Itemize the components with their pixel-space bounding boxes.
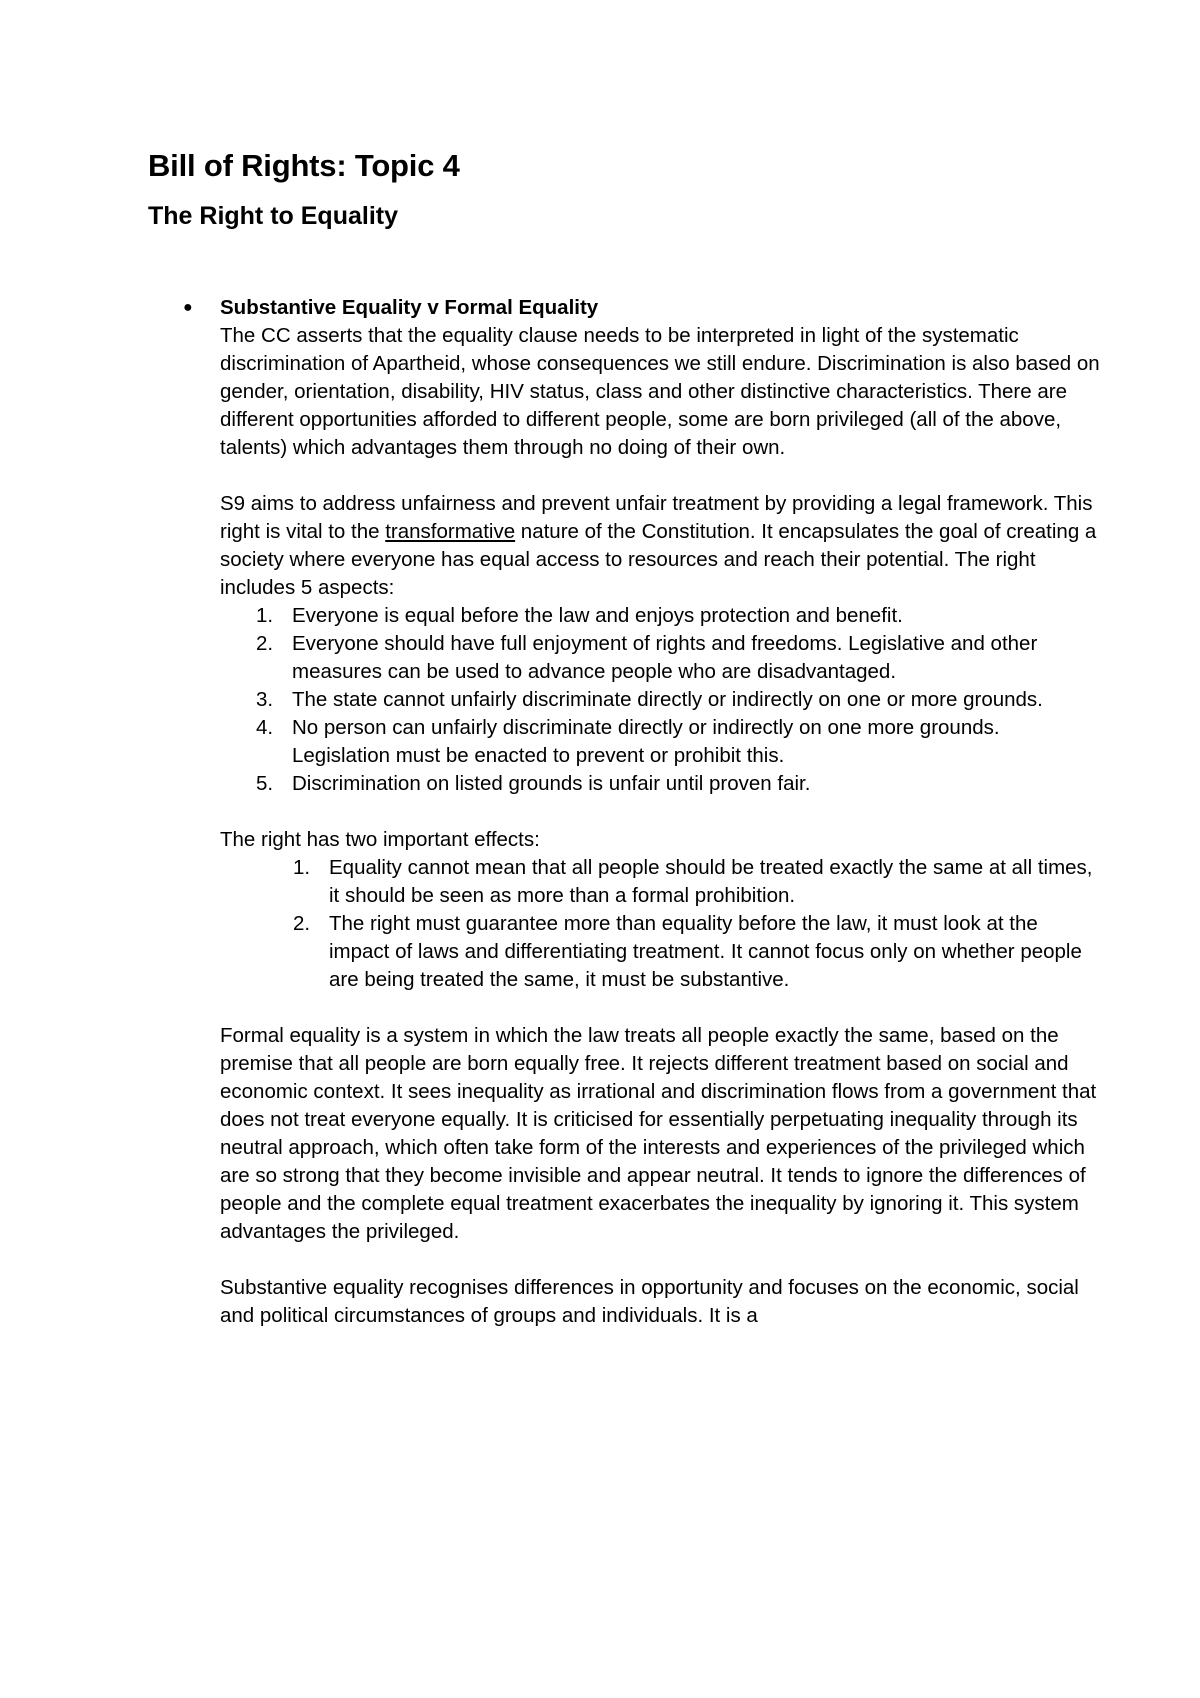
list-number: 3. — [256, 688, 274, 711]
list-item-text: Everyone should have full enjoyment of rights and freedoms. Legislative and other measures can be used to advance people who are disadvantaged. — [292, 632, 1038, 683]
list-number: 1. — [293, 856, 311, 879]
effects-list — [220, 854, 1100, 994]
list-item-text: The right must guarantee more than equality before the law, it must look at the impact of laws and differentiating treatment. It cannot focus only on whether people are being treated the same, it must be substantive. — [329, 912, 1082, 991]
list-item — [256, 714, 1100, 770]
list-item-text: Discrimination on listed grounds is unfair until proven fair. — [292, 772, 811, 795]
effects-intro: The right has two important effects: — [220, 828, 540, 851]
list-item-text: Equality cannot mean that all people should be treated exactly the same at all times, it should be seen as more than a formal prohibition. — [329, 856, 1093, 907]
document-title: Bill of Rights: Topic 4 — [148, 148, 460, 183]
list-item-text: Everyone is equal before the law and enjoys protection and benefit. — [292, 604, 903, 627]
paragraph-s9 — [220, 490, 1100, 602]
list-item-text: The state cannot unfairly discriminate directly or indirectly on one or more grounds. — [292, 688, 1043, 711]
list-number: 4. — [256, 716, 274, 739]
list-number: 2. — [256, 632, 274, 655]
list-item — [256, 630, 1100, 686]
bullet-icon: ● — [183, 299, 193, 316]
list-item — [256, 602, 1100, 630]
paragraph-cc-assertion: The CC asserts that the equality clause needs to be interpreted in light of the systematic discrimination of Apartheid, whose consequences we still endure. Discrimination is also based on gender, orientation, disability, HIV status, class and other distinctive characteristics. There are different opportunities afforded to different people, some are born privileged (all of the above, talents) which advantages them through no doing of their own. — [220, 324, 1100, 459]
list-item — [256, 770, 1100, 798]
list-item — [256, 686, 1100, 714]
paragraph-s9-before: S9 aims to address unfairness and prevent unfair treatment by providing a legal framework. This right is vital to the — [220, 492, 1093, 543]
paragraph-formal-equality: Formal equality is a system in which the law treats all people exactly the same, based on the premise that all people are born equally free. It rejects different treatment based on social and economic context. It sees inequality as irrational and discrimination flows from a government that does not treat everyone equally. It is criticised for essentially perpetuating inequality through its neutral approach, which often take form of the interests and experiences of the privileged which are so strong that they become invisible and appear neutral. It tends to ignore the differences of people and the complete equal treatment exacerbates the inequality by ignoring it. This system advantages the privileged. — [220, 1024, 1097, 1243]
section-heading: Substantive Equality v Formal Equality — [220, 296, 599, 319]
paragraph-s9-after: nature of the Constitution. It encapsulates the goal of creating a society where everyone has equal access to resources and reach their potential. The right includes 5 aspects: — [220, 520, 1097, 599]
paragraph-substantive-equality: Substantive equality recognises differences in opportunity and focuses on the economic, social and political circumstances of groups and individuals. It is a — [220, 1276, 1079, 1327]
list-item — [293, 910, 1100, 994]
list-item-text: No person can unfairly discriminate directly or indirectly on one more grounds. Legislation must be enacted to prevent or prohibit this. — [292, 716, 1000, 767]
list-item — [293, 854, 1100, 910]
aspects-list — [220, 602, 1100, 798]
list-number: 2. — [293, 912, 311, 935]
underlined-term: transformative — [385, 520, 516, 543]
list-number: 1. — [256, 604, 274, 627]
list-number: 5. — [256, 772, 274, 795]
document-subtitle: The Right to Equality — [148, 202, 398, 230]
document-body — [183, 294, 1100, 1330]
